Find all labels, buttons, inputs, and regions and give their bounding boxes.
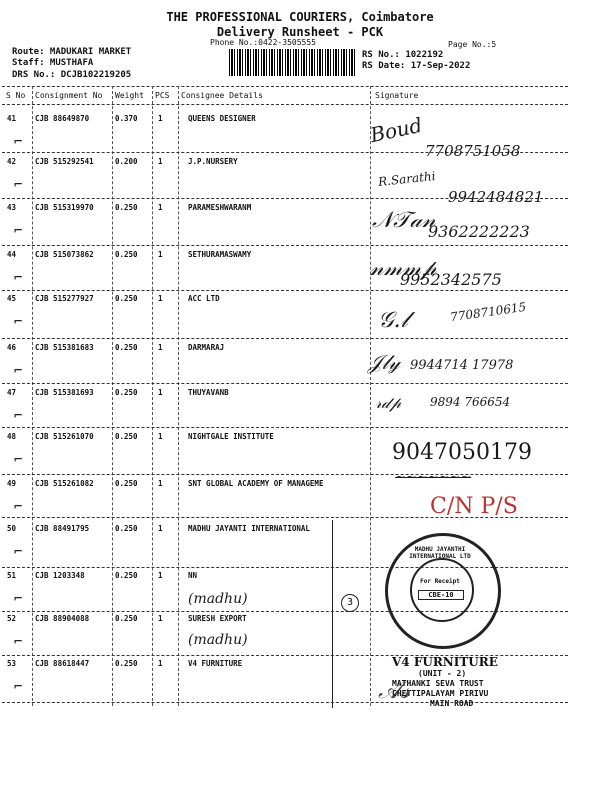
col-header-consignment: Consignment No bbox=[35, 91, 103, 100]
stamp-v4-line2: CHETTIPALAYAM PIRIVU bbox=[392, 689, 489, 698]
row-consignee: MADHU JAYANTI INTERNATIONAL bbox=[188, 524, 310, 533]
handwritten-phone-43: 9362222223 bbox=[428, 222, 530, 241]
row-consignee: SETHURAMASWAMY bbox=[188, 250, 252, 259]
row-weight: 0.250 bbox=[115, 659, 138, 668]
row-pcs: 1 bbox=[158, 157, 163, 166]
handwritten-phone-44: 9952342575 bbox=[400, 270, 502, 289]
row-pcs: 1 bbox=[158, 343, 163, 352]
col-divider bbox=[32, 86, 33, 706]
row-pcs: 1 bbox=[158, 571, 163, 580]
row-consignee: QUEENS DESIGNER bbox=[188, 114, 256, 123]
row-sno: 49 bbox=[7, 479, 17, 488]
signature-47: 𝓇𝒹𝓅 bbox=[375, 393, 402, 412]
stamp-v4-line3: MAIN ROAD bbox=[430, 699, 474, 708]
row-consignment-no: CJB 88618447 bbox=[35, 659, 90, 668]
row-sno: 46 bbox=[7, 343, 17, 352]
stamp-receipt: For Receipt bbox=[420, 578, 460, 585]
row-weight: 0.250 bbox=[115, 388, 138, 397]
handwritten-name-51: (madhu) bbox=[188, 591, 248, 607]
row-sno: 50 bbox=[7, 524, 17, 533]
row-pcs: 1 bbox=[158, 294, 163, 303]
row-pcs: 1 bbox=[158, 614, 163, 623]
row-weight: 0.250 bbox=[115, 571, 138, 580]
signature-43: 𝒩𝒯𝒶𝓃 bbox=[372, 208, 436, 233]
row-consignment-no: CJB 515381683 bbox=[35, 343, 94, 352]
struck-text-49: ~~~~~~~ bbox=[395, 470, 472, 485]
signature-45: 𝒢.𝓁 bbox=[378, 308, 408, 333]
row-consignee: NN bbox=[188, 571, 198, 580]
row-consignment-no: CJB 515261070 bbox=[35, 432, 94, 441]
signature-53: 𝒜𝓈 bbox=[378, 676, 410, 704]
row-weight: 0.250 bbox=[115, 294, 138, 303]
stamp-v4-unit: (UNIT - 2) bbox=[418, 669, 467, 678]
row-pcs: 1 bbox=[158, 203, 163, 212]
signature-46: 𝒥𝓁𝓎 bbox=[368, 350, 401, 374]
row-sno: 42 bbox=[7, 157, 17, 166]
tick-mark: ⌐ bbox=[14, 177, 23, 193]
handwritten-phone-45: 7708710615 bbox=[449, 299, 527, 325]
row-pcs: 1 bbox=[158, 524, 163, 533]
rs-number: RS No.: 1022192 bbox=[362, 50, 444, 60]
row-pcs: 1 bbox=[158, 479, 163, 488]
row-sno: 48 bbox=[7, 432, 17, 441]
handwritten-phone-47: 9894 766654 bbox=[430, 395, 511, 409]
tick-mark: ⌐ bbox=[14, 223, 23, 239]
report-subtitle: Delivery Runsheet - PCK bbox=[216, 25, 384, 39]
row-divider bbox=[2, 427, 568, 428]
row-consignment-no: CJB 515277927 bbox=[35, 294, 94, 303]
row-weight: 0.250 bbox=[115, 343, 138, 352]
row-consignee: NIGHTGALE INSTITUTE bbox=[188, 432, 274, 441]
row-consignee: DARMARAJ bbox=[188, 343, 225, 352]
row-consignment-no: CJB 1203348 bbox=[35, 571, 85, 580]
tick-mark: ⌐ bbox=[14, 408, 23, 424]
row-weight: 0.200 bbox=[115, 157, 138, 166]
table-top-rule bbox=[2, 86, 568, 87]
signature-41: Boud bbox=[368, 112, 425, 148]
handwritten-phone-48: 9047050179 bbox=[392, 440, 532, 465]
col-header-signature: Signature bbox=[375, 91, 419, 100]
handwritten-phone-46: 9944714 17978 bbox=[410, 358, 514, 373]
row-consignment-no: CJB 515292541 bbox=[35, 157, 94, 166]
row-sno: 52 bbox=[7, 614, 17, 623]
row-weight: 0.250 bbox=[115, 250, 138, 259]
row-sno: 44 bbox=[7, 250, 17, 259]
col-divider bbox=[152, 86, 153, 706]
handwritten-name-42: R.Sarathi bbox=[377, 169, 437, 189]
col-divider bbox=[178, 86, 179, 706]
row-consignee: SNT GLOBAL ACADEMY OF MANAGEME bbox=[188, 479, 324, 488]
stamp-code: CBE-10 bbox=[418, 590, 464, 600]
row-weight: 0.250 bbox=[115, 524, 138, 533]
route-label: Route: MADUKARI MARKET bbox=[12, 47, 132, 57]
row-divider bbox=[2, 290, 568, 291]
report-title: THE PROFESSIONAL COURIERS, Coimbatore bbox=[166, 10, 434, 24]
col-divider bbox=[112, 86, 113, 706]
row-divider bbox=[2, 702, 568, 703]
row-sno: 45 bbox=[7, 294, 17, 303]
row-pcs: 1 bbox=[158, 388, 163, 397]
drs-number: DRS No.: DCJB102219205 bbox=[12, 70, 132, 80]
row-consignee: THUYAVANB bbox=[188, 388, 229, 397]
tick-mark: ⌐ bbox=[14, 499, 23, 515]
row-consignee: ACC LTD bbox=[188, 294, 220, 303]
col-divider bbox=[370, 86, 371, 706]
handwritten-name-52: (madhu) bbox=[188, 632, 248, 648]
handwritten-phone-42: 9942484821 bbox=[448, 188, 544, 206]
handwritten-phone-41: 7708751058 bbox=[425, 142, 521, 160]
tick-mark: ⌐ bbox=[14, 679, 23, 695]
row-consignment-no: CJB 515381693 bbox=[35, 388, 94, 397]
bracket-mark bbox=[332, 520, 333, 708]
row-divider bbox=[2, 245, 568, 246]
row-consignment-no: CJB 88904088 bbox=[35, 614, 90, 623]
row-consignment-no: CJB 515319970 bbox=[35, 203, 94, 212]
col-header-consignee: Consignee Details bbox=[181, 91, 263, 100]
row-consignment-no: CJB 515261082 bbox=[35, 479, 94, 488]
row-divider bbox=[2, 338, 568, 339]
row-divider bbox=[2, 383, 568, 384]
col-header-pcs: PCS bbox=[155, 91, 170, 100]
row-weight: 0.370 bbox=[115, 114, 138, 123]
header-rule bbox=[2, 104, 568, 105]
page-number: Page No.:5 bbox=[448, 40, 497, 49]
rs-date: RS Date: 17-Sep-2022 bbox=[362, 61, 471, 71]
barcode bbox=[229, 49, 355, 76]
row-sno: 51 bbox=[7, 571, 17, 580]
remark-49: C/N P/S bbox=[430, 494, 518, 519]
row-pcs: 1 bbox=[158, 659, 163, 668]
tick-mark: ⌐ bbox=[14, 544, 23, 560]
col-header-weight: Weight bbox=[115, 91, 144, 100]
row-weight: 0.250 bbox=[115, 432, 138, 441]
row-pcs: 1 bbox=[158, 114, 163, 123]
tick-mark: ⌐ bbox=[14, 270, 23, 286]
tick-mark: ⌐ bbox=[14, 591, 23, 607]
row-weight: 0.250 bbox=[115, 614, 138, 623]
row-sno: 47 bbox=[7, 388, 17, 397]
signature-44: 𝓃𝓂𝓂𝓅 bbox=[370, 256, 437, 281]
phone-number: Phone No.:0422-3505555 bbox=[210, 38, 316, 47]
row-consignment-no: CJB 515073862 bbox=[35, 250, 94, 259]
row-weight: 0.250 bbox=[115, 479, 138, 488]
stamp-v4-line1: MATHANKI SEVA TRUST bbox=[392, 679, 484, 688]
row-sno: 53 bbox=[7, 659, 17, 668]
row-consignee: V4 FURNITURE bbox=[188, 659, 243, 668]
row-sno: 41 bbox=[7, 114, 17, 123]
tick-mark: ⌐ bbox=[14, 363, 23, 379]
tick-mark: ⌐ bbox=[14, 314, 23, 330]
staff-label: Staff: MUSTHAFA bbox=[12, 58, 94, 68]
row-consignee: J.P.NURSERY bbox=[188, 157, 238, 166]
row-sno: 43 bbox=[7, 203, 17, 212]
tick-mark: ⌐ bbox=[14, 452, 23, 468]
row-pcs: 1 bbox=[158, 432, 163, 441]
row-divider bbox=[2, 474, 568, 475]
row-consignee: PARAMESHWARANM bbox=[188, 203, 252, 212]
tick-mark: ⌐ bbox=[14, 134, 23, 150]
stamp-v4-title: V4 FURNITURE bbox=[392, 655, 498, 669]
circled-number: 3 bbox=[341, 594, 359, 612]
row-pcs: 1 bbox=[158, 250, 163, 259]
tick-mark: ⌐ bbox=[14, 634, 23, 650]
stamp-company-name: MADHU JAYANTHI INTERNATIONAL LTD bbox=[409, 546, 471, 560]
row-weight: 0.250 bbox=[115, 203, 138, 212]
row-consignment-no: CJB 88491795 bbox=[35, 524, 90, 533]
col-header-sno: S No bbox=[6, 91, 26, 100]
row-consignment-no: CJB 88649870 bbox=[35, 114, 90, 123]
row-consignee: SURESH EXPORT bbox=[188, 614, 247, 623]
